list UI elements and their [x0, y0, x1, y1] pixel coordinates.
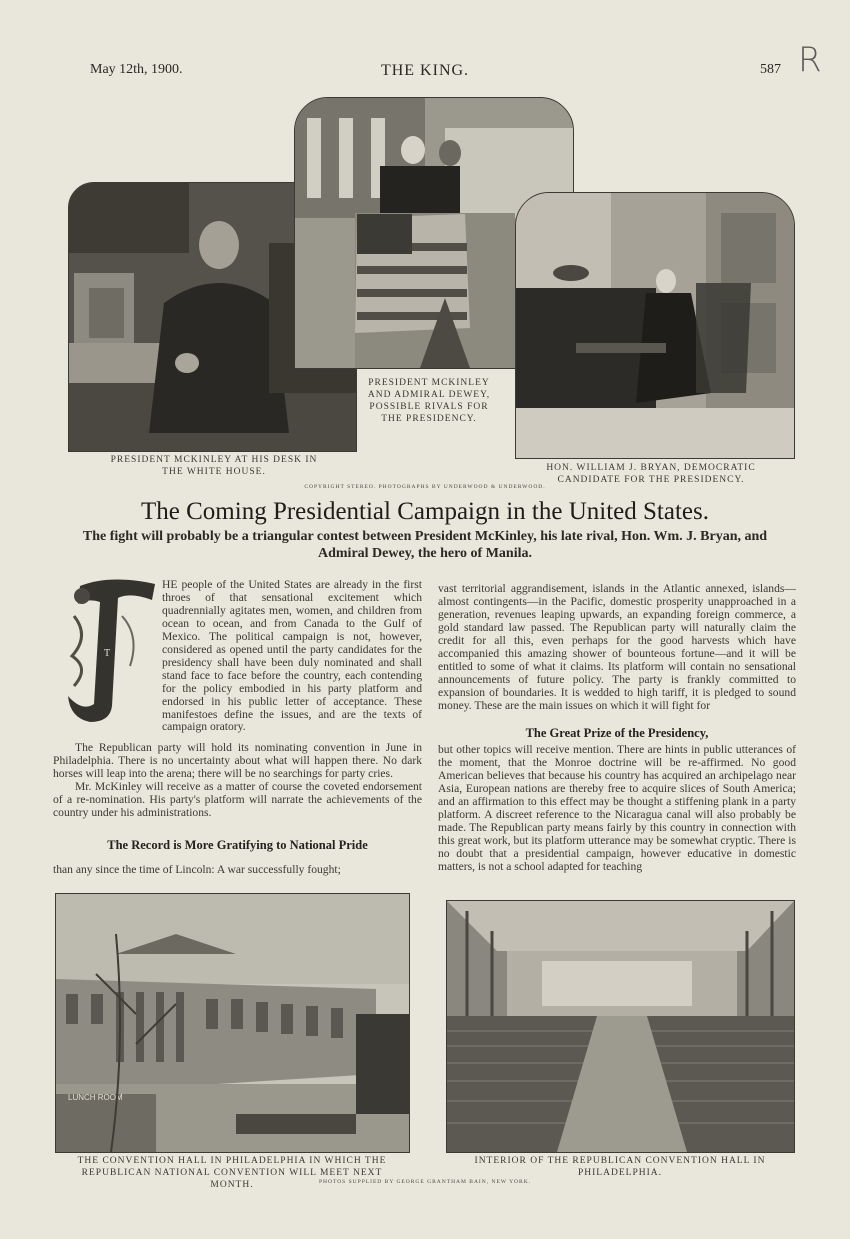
col1-paragraph-4: than any since the time of Lincoln: A war successfully fought; [53, 863, 341, 876]
article-subtitle: The fight will probably be a triangular contest between President McKinley, his late rival, Hon. Wm. J. Bryan, and Admiral Dewey, the hero of Manila. [82, 529, 768, 561]
col2-paragraph-2: but other topics will receive mention. There are hints in public utterances of the moment, that the Monroe doctrine will be re-affirmed. No good American believes that because his country has acquired an archipelago near Asia, European nations are thereby free to acquire slices of South America; and an affirmation to this effect may be thought a stiffening plank in a party platform. A discreet reference to the Nicaragua canal will also probably be made. The Republican party means fairly by this country in connection with this great work, but its platform utterance may be somewhat cryptic. There is no doubt that a presidential campaign, however educative in domestic matters, is not a school adapted for teaching [438, 743, 796, 873]
subhead-record: The Record is More Gratifying to National Pride [107, 838, 368, 852]
ornamental-dropcap [60, 576, 160, 726]
col1-intro [162, 579, 422, 734]
article-title: The Coming Presidential Campaign in the United States. [141, 498, 709, 525]
col1-paragraph-3: Mr. McKinley will receive as a matter of course the coveted endorsement of a re-nomination. His party's platform will narrate the achievements of the country under his administrations. [53, 779, 422, 819]
col1-tail [53, 864, 422, 877]
col2-top [438, 583, 796, 713]
photo-convention-hall [55, 893, 410, 1153]
col1-intro-text: HE people of the United States are already in the first throes of that sensational excitement which quadrennially agitates men, women, and children from ocean to ocean, and from Canada to the Gulf of Mexico. The political campaign is not, however, considered as opened until the party candidates for the presidency shall have been duly nominated and shall stand face to face before the country, each contending for the policy embodied in his party platform and endorsed in his public letter of acceptance. These manifestoes define the issues, and are the texts of campaign oratory. [162, 578, 422, 734]
caption-mckinley-desk: PRESIDENT MCKINLEY AT HIS DESK IN THE WHITE HOUSE. [110, 455, 318, 477]
photo-copyright: COPYRIGHT STEREO. PHOTOGRAPHS BY UNDERWOOD & UNDERWOOD. [304, 484, 546, 490]
issue-date: May 12th, 1900. [90, 62, 183, 77]
publication-title: THE KING. [380, 62, 470, 79]
lunch-room-sign: LUNCH ROOM [68, 1093, 123, 1102]
caption-bryan: HON. WILLIAM J. BRYAN, DEMOCRATIC CANDIDATE FOR THE PRESIDENCY. [546, 463, 756, 485]
page-number: 587 [760, 62, 781, 77]
dropcap-letter: T [104, 648, 111, 659]
caption-convention-hall: THE CONVENTION HALL IN PHILADELPHIA IN WHICH THE REPUBLICAN NATIONAL CONVENTION WILL MEET NEXT MONTH. [77, 1156, 387, 1190]
bottom-photo-credit: PHOTOS SUPPLIED BY GEORGE GRANTHAM BAIN, NEW YORK. [318, 1179, 532, 1185]
subhead-prize: The Great Prize of the Presidency, [525, 726, 709, 740]
col2-bottom [438, 744, 796, 874]
col2-paragraph-1: vast territorial aggrandisement, islands in the Atlantic annexed, islands—almost contingents—in the Pacific, domestic prosperity unapproached in a generation, revenues leaping upwards, an expanding foreign commerce, a gold standard law passed. The Republican party will naturally claim the credit for all this, even perhaps for the good harvests which have accompanied this amazing shower of bounteous fortune—and it will be entitled to some of what it claims. Its platform will contain no sensational announcements of future policy. The party is frankly committed to expansion of boundaries. It is wedded to high tariff, it is pledged to sound money. These are the main issues on which it will fight for [438, 582, 796, 712]
caption-mckinley-dewey: PRESIDENT MCKINLEY AND ADMIRAL DEWEY, POSSIBLE RIVALS FOR THE PRESIDENCY. [367, 378, 491, 424]
pencil-mark: R [798, 40, 822, 80]
col1-body [53, 742, 422, 820]
col1-paragraph-2: The Republican party will hold its nominating convention in June in Philadelphia. There is no uncertainty about what will happen there. No dark horses will leap into the arena; there will be no searchings for party cries. [53, 741, 422, 780]
photo-bryan [515, 192, 795, 459]
caption-convention-interior: INTERIOR OF THE REPUBLICAN CONVENTION HALL IN PHILADELPHIA. [474, 1156, 766, 1178]
photo-convention-interior [446, 900, 795, 1153]
